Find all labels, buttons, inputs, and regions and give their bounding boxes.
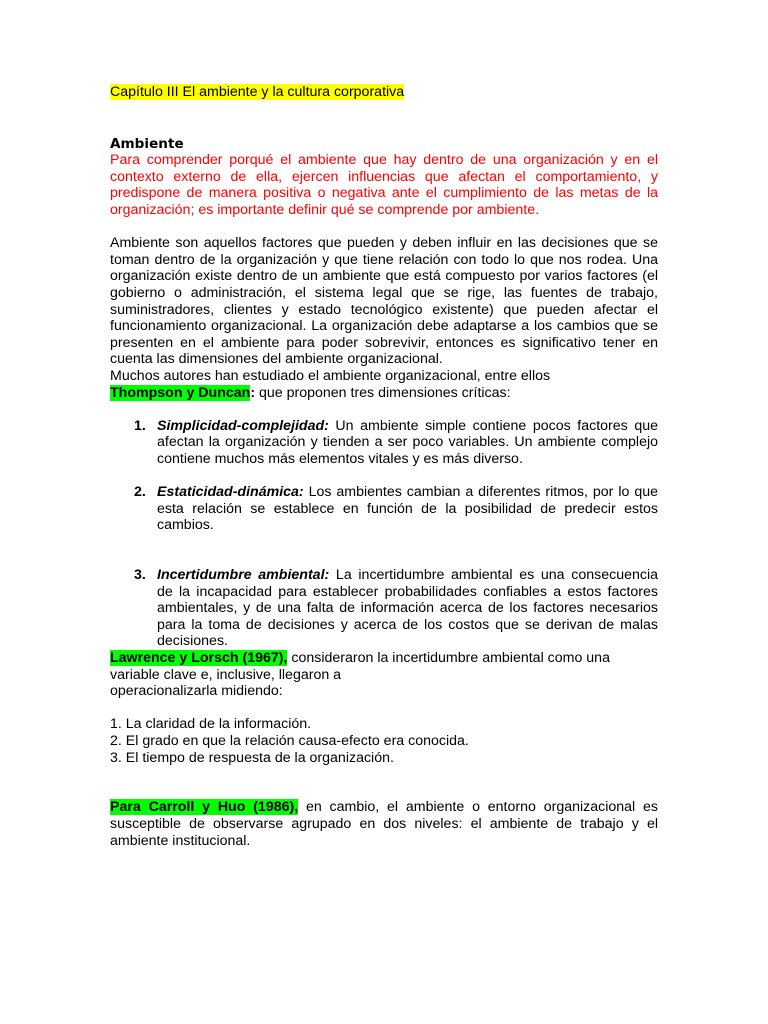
lawrence-line-3: operacionalizarla midiendo:: [110, 683, 283, 700]
lawrence-line-1: consideraron la incertidumbre ambiental como una: [287, 650, 610, 666]
chapter-title-highlight: Capítulo III El ambiente y la cultura corporativa: [110, 84, 405, 100]
section-heading: Ambiente: [110, 135, 184, 152]
authors-paragraph: [110, 368, 658, 401]
thompson-rest: que proponen tres dimensiones críticas:: [255, 384, 511, 401]
list-item-text: Un ambiente simple contiene pocos factores que afectan la organización y tienden a ser poco variables. Un ambiente complejo contiene muchos más elementos vitales y es más diverso.: [157, 417, 658, 467]
measure-item: 2. El grado en que la relación causa-efecto era conocida.: [110, 732, 469, 749]
dimensions-list: [110, 418, 658, 650]
measure-item: 1. La claridad de la información.: [110, 716, 312, 733]
measures-list: [110, 716, 658, 766]
list-item-term: Estaticidad-dinámica:: [157, 484, 304, 501]
list-item-number: 3.: [134, 567, 146, 584]
intro-paragraph: Para comprender porqué el ambiente que hay dentro de una organización y en el contexto externo de ella, ejercen influencias que afectan el comportamiento, y predispone de manera positiva o negativa ante el cumplimiento de las metas de la organización; es importante definir qué se comprende por ambiente.: [110, 152, 658, 218]
definition-paragraph: Ambiente son aquellos factores que pueden y deben influir en las decisiones que se toman dentro de la organización y que tiene relación con todo lo que nos rodea. Una organización existe dentro de un ambiente que está compuesto por varios factores (el gobierno o administración, el sistema legal que se rige, las fuentes de trabajo, suministradores, clientes y estado tecnológico existente) que pueden afectar el funcionamiento organizacional. La organización debe adaptarse a los cambios que se presenten en el ambiente para poder sobrevivir, entonces es significativo tener en cuenta las dimensiones del ambiente organizacional.: [110, 235, 658, 368]
list-item: [110, 484, 658, 534]
thompson-colon: :: [250, 384, 256, 401]
carroll-huo-paragraph: [110, 799, 658, 849]
lawrence-lorsch-paragraph: [110, 650, 658, 700]
list-item: [110, 567, 658, 650]
list-item-text: La incertidumbre ambiental es una consecuencia de la incapacidad para establecer probabilidades confiables a estos factores ambientales, y de una falta de información acerca de los factores necesarios para la toma de decisiones y acerca de los costos que se derivan de malas decisiones.: [157, 567, 659, 650]
carroll-huo-text: en cambio, el ambiente o entorno organizacional es susceptible de observarse agrupado en dos niveles: el ambiente de trabajo y el ambiente institucional.: [110, 799, 658, 849]
list-item-term: Incertidumbre ambiental:: [157, 567, 330, 584]
chapter-title: [110, 84, 658, 101]
list-item-number: 2.: [134, 484, 146, 501]
thompson-duncan-highlight: Thompson y Duncan: [110, 384, 251, 401]
measure-item: 3. El tiempo de respuesta de la organización.: [110, 749, 394, 766]
list-item-number: 1.: [134, 417, 146, 434]
list-item: [110, 418, 658, 468]
lawrence-line-2: variable clave e, inclusive, llegaron a: [110, 666, 342, 683]
list-item-term: Simplicidad-complejidad:: [157, 417, 329, 434]
lawrence-lorsch-highlight: Lawrence y Lorsch (1967),: [110, 650, 288, 666]
authors-intro: Muchos autores han estudiado el ambiente organizacional, entre ellos: [110, 367, 551, 384]
carroll-huo-highlight: Para Carroll y Huo (1986),: [110, 799, 299, 816]
document-body: [110, 84, 658, 849]
list-item-text: Los ambientes cambian a diferentes ritmos, por lo que esta relación se establece en función de la posibilidad de predecir estos cambios.: [157, 484, 658, 534]
